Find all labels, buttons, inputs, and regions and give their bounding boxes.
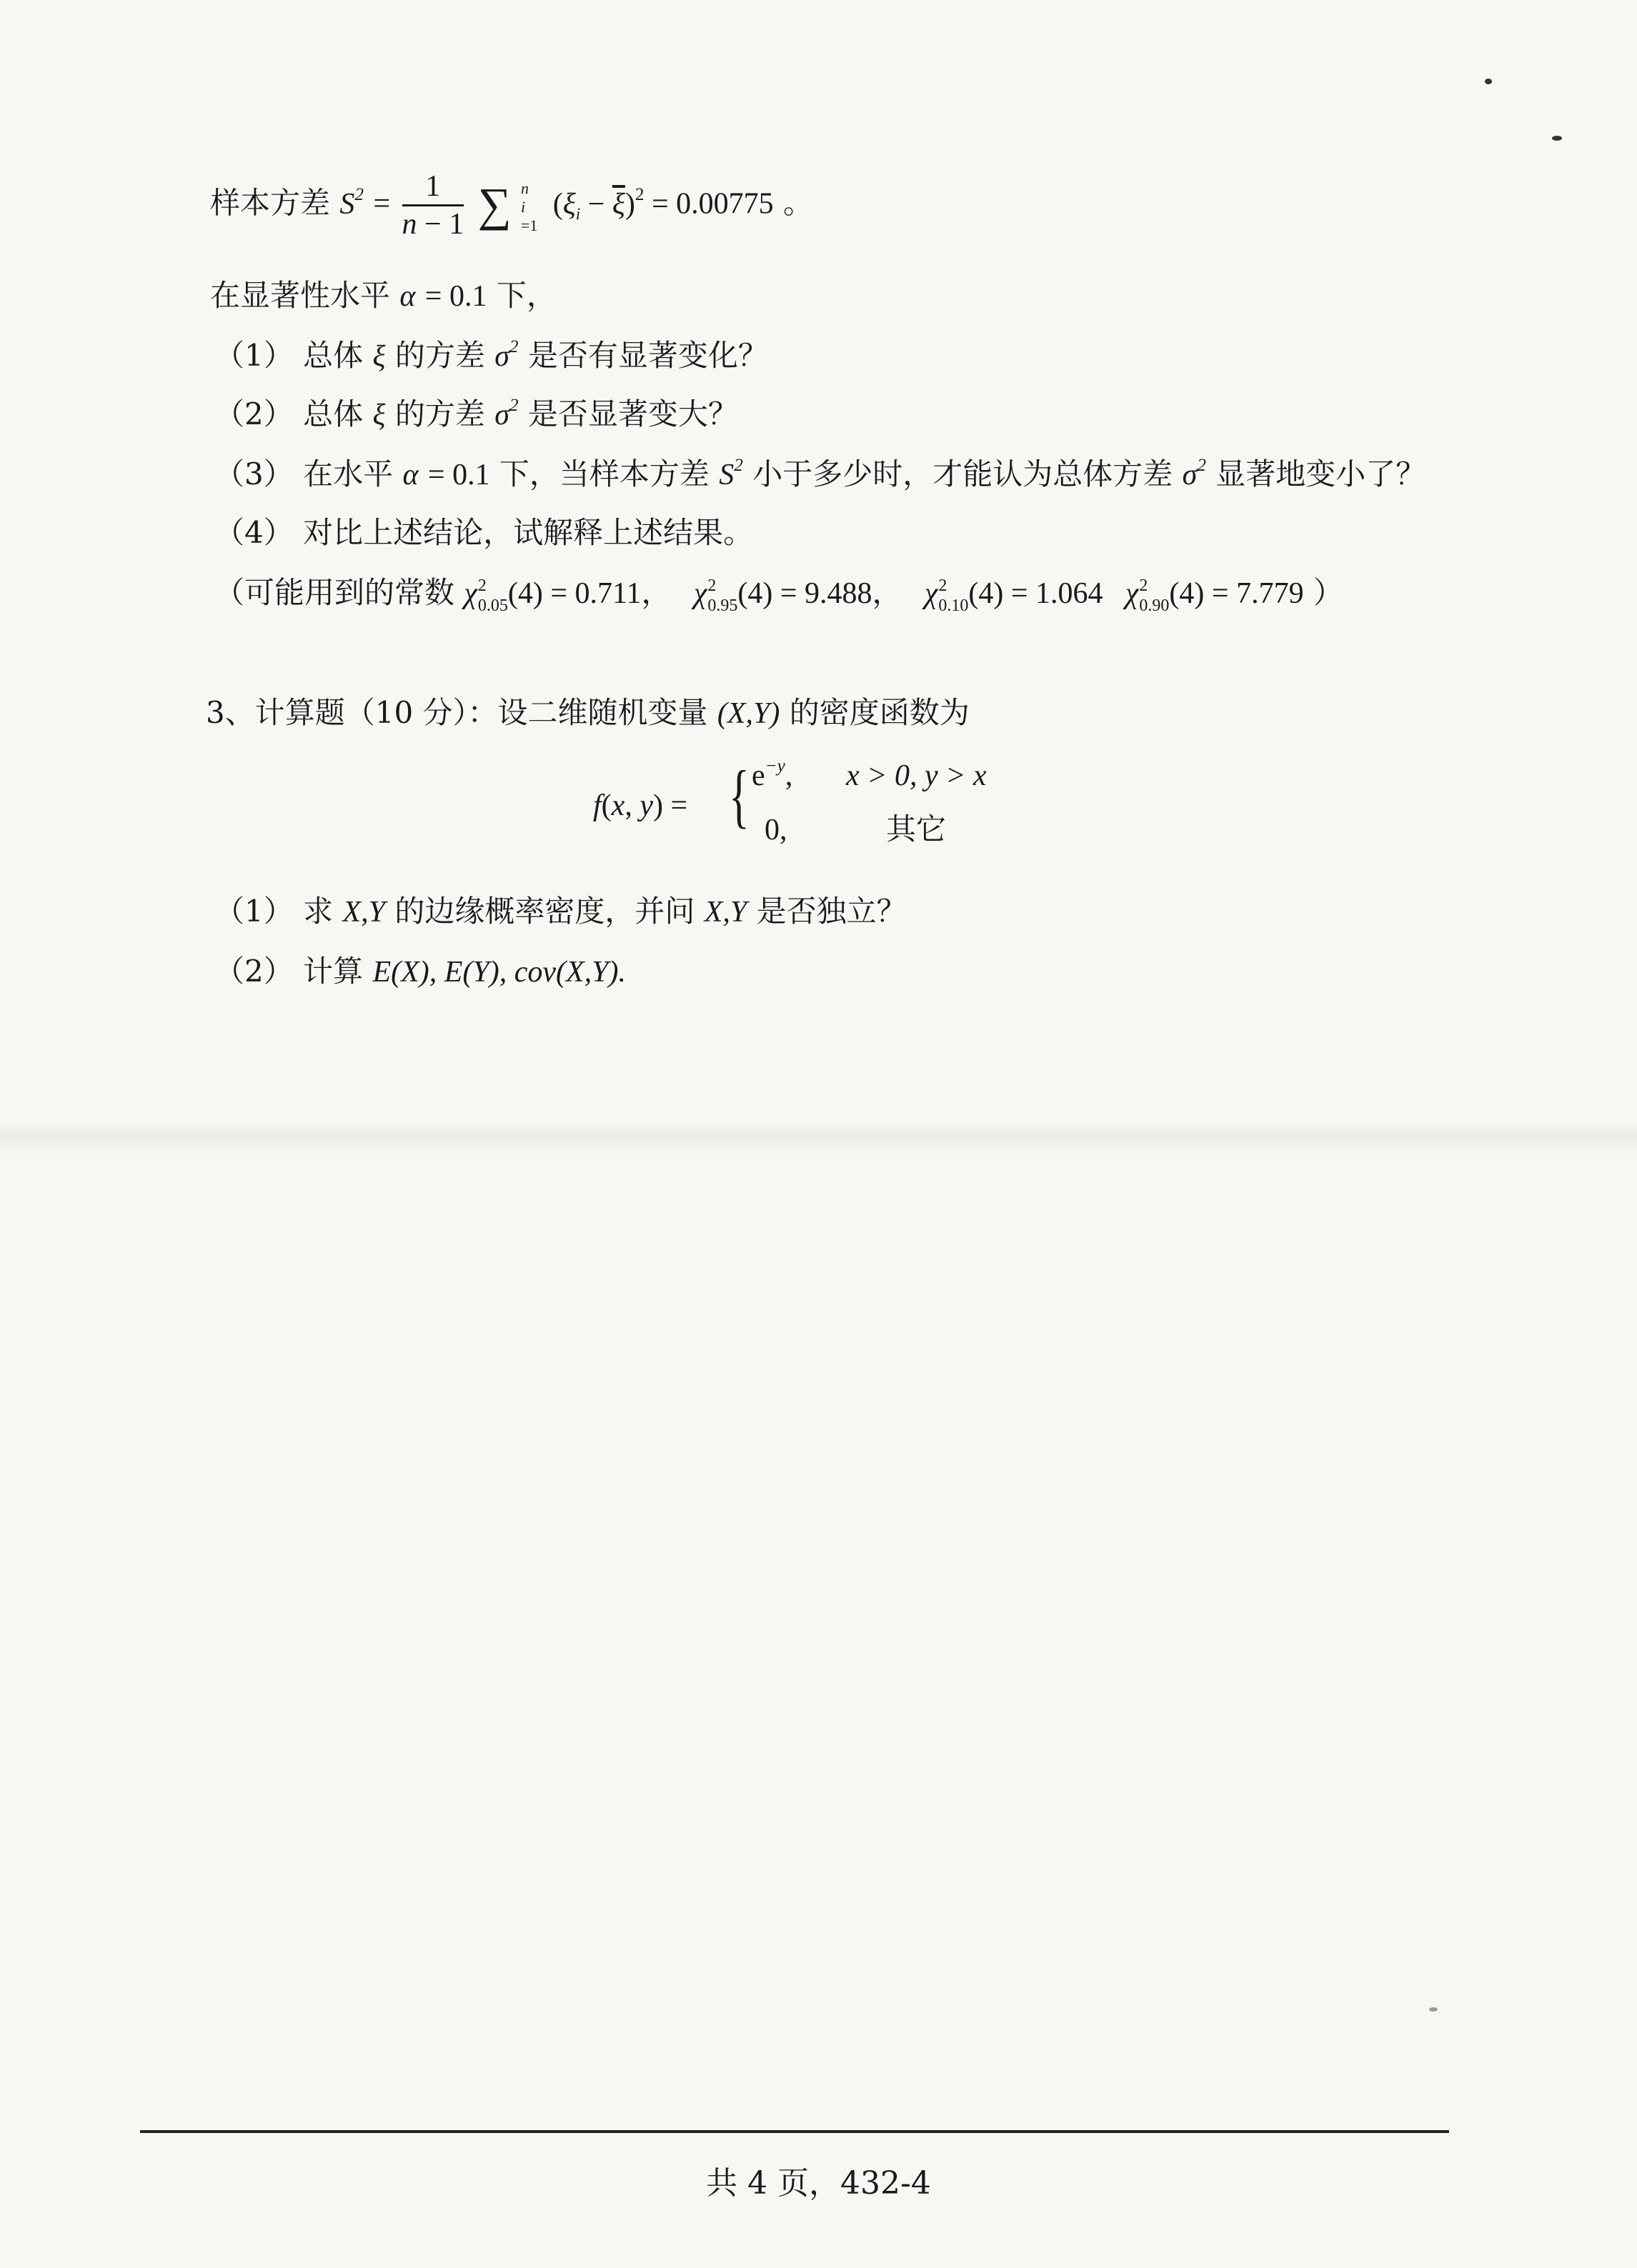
question-3-1: [214, 891, 907, 932]
alpha-value: 0.1: [449, 280, 487, 313]
alpha-value: 0.1: [452, 459, 490, 491]
case-condition: x > 0, y > x: [846, 759, 987, 792]
question-text: 是否独立？: [756, 894, 907, 929]
question-2-3: [214, 454, 1425, 495]
scan-speck: [1429, 2007, 1438, 2012]
chi-arg: (4): [968, 577, 1004, 610]
question-number: （2）: [214, 396, 294, 431]
significance-suffix: 下，: [496, 278, 557, 313]
scan-speck: [1485, 79, 1492, 84]
chi-subscript: 0.05: [477, 596, 508, 616]
chi-value: 0.711: [574, 577, 642, 610]
constants-open: （可能用到的常数: [214, 575, 455, 610]
question-2-4: [214, 513, 753, 553]
question-text: 的方差: [394, 338, 485, 373]
separator: ，: [641, 575, 672, 610]
question-text: 总体: [303, 338, 364, 373]
question-number: （2）: [214, 954, 294, 989]
sigma-squared: $\sigma^2$: [1182, 456, 1206, 491]
sigma-squared: $\sigma^2$: [494, 337, 519, 373]
chi-item: χ 2 0.95 (4) = 9.488: [693, 576, 872, 616]
constants-close: ）: [1313, 575, 1343, 610]
question-number: （4）: [214, 515, 294, 550]
density-case-2: [765, 810, 947, 850]
density-function: [593, 756, 1036, 856]
chi-item: χ 2 0.05 (4) = 0.711: [464, 576, 642, 616]
page-footer: 共 4 页，432-4: [706, 2165, 931, 2202]
question-2-1: [214, 336, 768, 376]
question-text: 的方差: [394, 396, 485, 431]
question-number: （1）: [214, 894, 294, 929]
question-text: 在水平: [303, 456, 394, 491]
variance-value: 0.00775: [676, 187, 774, 221]
case-exponent: −y: [765, 756, 785, 776]
alpha-symbol: α: [402, 459, 419, 491]
summation-sign: ∑: [477, 179, 512, 231]
question-text: 求: [303, 894, 334, 929]
case-condition: 其它: [886, 814, 947, 846]
chi-subscript: 0.10: [938, 596, 969, 616]
chi-item: χ 2 0.90 (4) = 7.779: [1125, 576, 1304, 616]
case-separator: ,: [785, 759, 793, 792]
chi-arg: (4): [1169, 577, 1205, 610]
random-vector: (X,Y): [717, 697, 780, 730]
footer-rule: [140, 2130, 1449, 2133]
chi-arg: (4): [737, 577, 773, 610]
chi-value: 7.779: [1236, 577, 1304, 610]
question-3-2: [214, 951, 626, 992]
density-case-1: [752, 756, 987, 796]
density-lhs: f(x, y) =: [593, 789, 688, 822]
problem-3-heading: [206, 693, 970, 734]
chi-subscript: 0.90: [1139, 596, 1170, 616]
question-text: 小于多少时，才能认为总体方差: [752, 456, 1173, 491]
problem-heading-text: 3、计算题（10 分）：设二维随机变量: [206, 695, 708, 730]
chi-arg: (4): [507, 577, 543, 610]
question-2-2: [214, 394, 738, 435]
problem-heading-text: 的密度函数为: [789, 695, 970, 730]
question-text: 显著地变小了？: [1215, 456, 1426, 491]
variance-symbol: $S^2$: [719, 456, 743, 491]
chi-subscript: 0.95: [707, 596, 738, 616]
question-number: （1）: [214, 338, 294, 373]
separator: ，: [872, 575, 902, 610]
variance-end: 。: [783, 185, 814, 221]
summation-limits: n i =1: [520, 179, 538, 234]
sigma-squared: $\sigma^2$: [494, 396, 519, 431]
question-text: 的边缘概率密度，并问: [394, 894, 695, 929]
question-text: 总体: [303, 396, 364, 431]
fraction-1-over-n-minus-1: $\frac{1}{n - 1}$: [402, 170, 464, 241]
sum-term: $(\xi_i - \overline{\xi})^2$ =: [552, 184, 677, 223]
variables: X,Y: [704, 896, 747, 929]
sample-variance-line: [210, 169, 813, 242]
expectation-expression: E(X), E(Y), cov(X,Y).: [372, 956, 627, 989]
question-text: 是否有显著变化？: [527, 338, 768, 373]
question-number: （3）: [214, 456, 294, 491]
paper-fold: [0, 1121, 1637, 1154]
question-text: 下，当样本方差: [499, 456, 710, 491]
significance-line: [210, 276, 557, 316]
scan-speck: [1552, 136, 1562, 141]
alpha-symbol: α: [399, 280, 416, 313]
chi-value: 1.064: [1035, 577, 1103, 610]
left-brace: {: [729, 756, 750, 835]
equals-sign: =: [373, 187, 398, 221]
variables: X,Y: [342, 896, 385, 929]
chi-item: χ 2 0.10 (4) = 1.064: [924, 576, 1103, 616]
variance-symbol: $S^2$: [339, 184, 364, 221]
equals-sign: =: [424, 280, 449, 313]
xi-symbol: ξ: [372, 340, 386, 373]
variance-label: 样本方差: [210, 185, 331, 221]
chi-value: 9.488: [805, 577, 872, 610]
xi-symbol: ξ: [372, 399, 386, 431]
case-expression: e: [752, 759, 765, 792]
question-text: 对比上述结论，试解释上述结果。: [303, 515, 754, 550]
significance-prefix: 在显著性水平: [210, 278, 391, 313]
question-text: 是否显著变大？: [527, 396, 738, 431]
case-expression: 0,: [765, 814, 787, 846]
equals-sign: =: [427, 459, 453, 491]
chi-square-constants: [214, 573, 1343, 616]
question-text: 计算: [303, 954, 364, 989]
